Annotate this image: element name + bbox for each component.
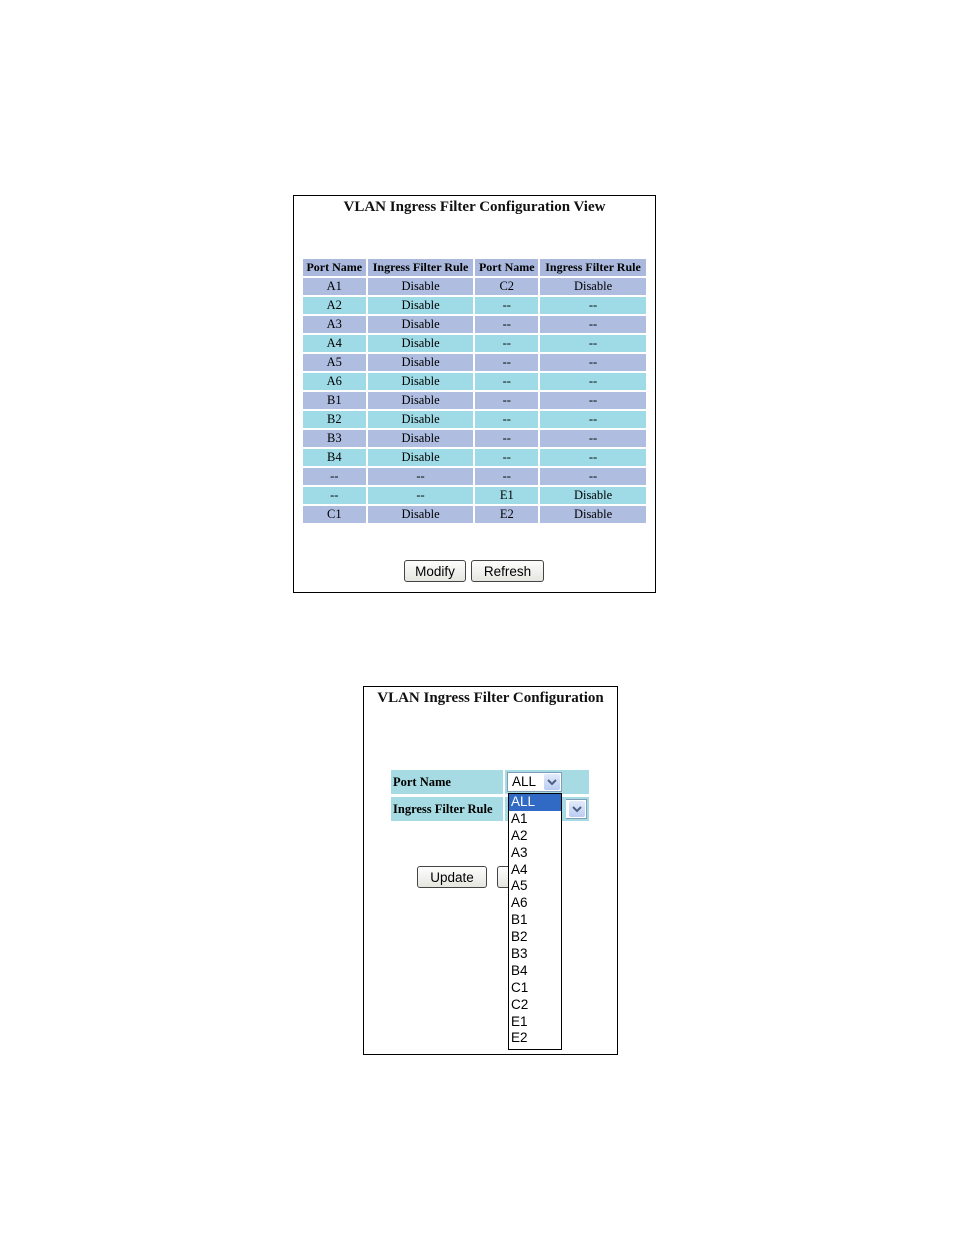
chevron-down-icon[interactable] — [569, 801, 585, 817]
dropdown-option[interactable]: C2 — [511, 996, 529, 1012]
cell-ingress-rule-2: -- — [540, 297, 646, 314]
port-name-dropdown-list[interactable] — [508, 793, 562, 1050]
ingress-filter-view-panel — [293, 195, 656, 593]
port-name-label: Port Name — [391, 770, 503, 794]
dropdown-option[interactable]: A3 — [511, 844, 528, 860]
table-row — [303, 449, 646, 466]
dropdown-option[interactable]: E2 — [511, 1030, 528, 1046]
dropdown-option[interactable]: A1 — [511, 810, 528, 826]
header-ingress-rule-1: Ingress Filter Rule — [368, 259, 474, 276]
cell-ingress-rule-2: Disable — [540, 506, 646, 523]
cell-port-name-1: B2 — [303, 411, 366, 428]
dropdown-option[interactable]: B3 — [511, 946, 528, 962]
dropdown-option[interactable]: ALL — [509, 794, 561, 811]
cell-port-name-1: B1 — [303, 392, 366, 409]
cell-port-name-2: -- — [475, 430, 538, 447]
cell-port-name-1: A2 — [303, 297, 366, 314]
dropdown-option[interactable]: A5 — [511, 878, 528, 894]
view-panel-title: VLAN Ingress Filter Configuration View — [343, 199, 606, 215]
cell-ingress-rule-1: Disable — [368, 506, 474, 523]
dropdown-option[interactable]: A4 — [511, 861, 528, 877]
dropdown-option[interactable]: B4 — [511, 962, 528, 978]
table-body — [303, 278, 646, 523]
refresh-button[interactable]: Refresh — [471, 560, 544, 582]
cell-ingress-rule-1: Disable — [368, 392, 474, 409]
dropdown-option[interactable]: C1 — [511, 979, 529, 995]
table-row — [303, 316, 646, 333]
cell-port-name-2: C2 — [475, 278, 538, 295]
cell-port-name-2: -- — [475, 297, 538, 314]
cell-ingress-rule-2: -- — [540, 392, 646, 409]
modify-button[interactable]: Modify — [404, 560, 466, 582]
header-port-name-2: Port Name — [475, 259, 538, 276]
cell-ingress-rule-1: -- — [368, 468, 474, 485]
cell-port-name-1: A3 — [303, 316, 366, 333]
table-row — [303, 506, 646, 523]
cell-port-name-1: A6 — [303, 373, 366, 390]
cell-port-name-2: -- — [475, 468, 538, 485]
chevron-down-icon[interactable] — [544, 774, 560, 790]
ingress-filter-config-panel — [363, 686, 618, 1055]
cell-port-name-1: C1 — [303, 506, 366, 523]
cell-port-name-2: -- — [475, 354, 538, 371]
table-row — [303, 354, 646, 371]
cell-port-name-2: -- — [475, 335, 538, 352]
table-row — [303, 487, 646, 504]
header-port-name-1: Port Name — [303, 259, 366, 276]
cell-ingress-rule-2: Disable — [540, 278, 646, 295]
ingress-filter-rule-select[interactable] — [566, 799, 587, 819]
cell-ingress-rule-2: -- — [540, 468, 646, 485]
cell-port-name-1: A5 — [303, 354, 366, 371]
cell-ingress-rule-1: -- — [368, 487, 474, 504]
cell-port-name-1: A4 — [303, 335, 366, 352]
cell-ingress-rule-2: -- — [540, 373, 646, 390]
cell-ingress-rule-1: Disable — [368, 373, 474, 390]
cell-ingress-rule-2: -- — [540, 354, 646, 371]
cell-port-name-2: -- — [475, 392, 538, 409]
cell-port-name-2: -- — [475, 449, 538, 466]
cell-ingress-rule-2: -- — [540, 316, 646, 333]
dropdown-option[interactable]: A2 — [511, 827, 528, 843]
cell-port-name-1: -- — [303, 468, 366, 485]
table-row — [303, 373, 646, 390]
ingress-filter-table — [301, 257, 648, 525]
table-row — [303, 430, 646, 447]
table-header-row — [303, 259, 646, 276]
port-name-select-value: ALL — [512, 774, 537, 789]
table-row — [303, 392, 646, 409]
port-name-select[interactable] — [507, 772, 562, 792]
table-row — [303, 297, 646, 314]
cell-ingress-rule-2: -- — [540, 411, 646, 428]
cell-ingress-rule-1: Disable — [368, 430, 474, 447]
cell-port-name-2: E2 — [475, 506, 538, 523]
cell-ingress-rule-1: Disable — [368, 411, 474, 428]
cell-ingress-rule-2: -- — [540, 430, 646, 447]
cell-ingress-rule-1: Disable — [368, 449, 474, 466]
config-panel-title: VLAN Ingress Filter Configuration — [377, 690, 604, 706]
cell-ingress-rule-1: Disable — [368, 316, 474, 333]
dropdown-option[interactable]: B1 — [511, 912, 528, 928]
cell-ingress-rule-1: Disable — [368, 335, 474, 352]
dropdown-option[interactable]: B2 — [511, 929, 528, 945]
table-row — [303, 278, 646, 295]
dropdown-option[interactable]: E1 — [511, 1013, 528, 1029]
dropdown-option[interactable]: A6 — [511, 895, 528, 911]
cell-ingress-rule-1: Disable — [368, 354, 474, 371]
cell-ingress-rule-2: -- — [540, 449, 646, 466]
cell-port-name-1: B4 — [303, 449, 366, 466]
cell-port-name-2: -- — [475, 373, 538, 390]
cell-ingress-rule-2: -- — [540, 335, 646, 352]
cell-ingress-rule-2: Disable — [540, 487, 646, 504]
cell-port-name-1: -- — [303, 487, 366, 504]
cell-port-name-1: B3 — [303, 430, 366, 447]
cell-port-name-1: A1 — [303, 278, 366, 295]
cell-port-name-2: -- — [475, 411, 538, 428]
header-ingress-rule-2: Ingress Filter Rule — [540, 259, 646, 276]
cell-port-name-2: E1 — [475, 487, 538, 504]
table-row — [303, 411, 646, 428]
cell-port-name-2: -- — [475, 316, 538, 333]
cell-ingress-rule-1: Disable — [368, 297, 474, 314]
table-row — [303, 335, 646, 352]
table-row — [303, 468, 646, 485]
update-button[interactable]: Update — [417, 866, 487, 888]
ingress-filter-rule-label: Ingress Filter Rule — [391, 797, 503, 821]
cell-ingress-rule-1: Disable — [368, 278, 474, 295]
